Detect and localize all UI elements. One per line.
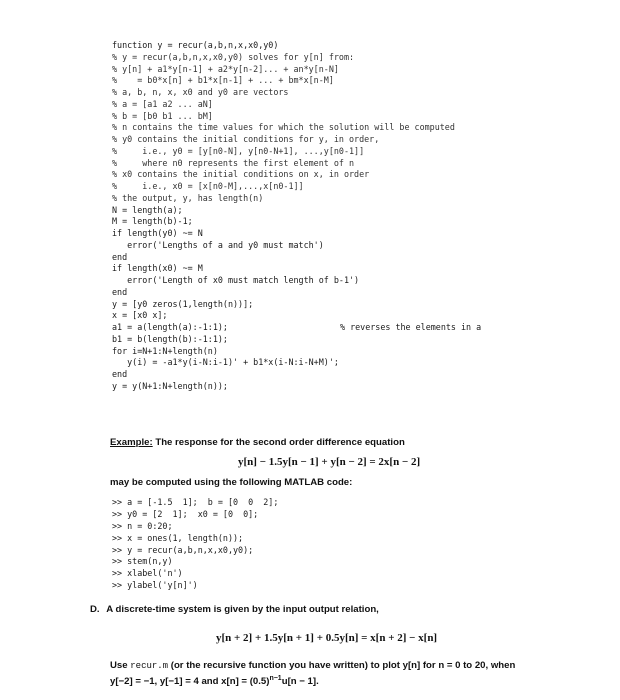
- code-line: for i=N+1:N+length(n): [112, 345, 218, 356]
- conditions-exponent: n−1: [269, 675, 282, 682]
- section-d-instructions: [110, 660, 590, 671]
- example-code-line: >> n = 0:20;: [112, 520, 173, 531]
- code-line: N = length(a);: [112, 204, 183, 215]
- use-suffix: (or the recursive function you have written) to plot y[n] for n = 0 to 20, when: [168, 660, 516, 671]
- section-d-label: D.: [90, 604, 100, 615]
- code-line: % n contains the time values for which the solution will be computed: [112, 122, 455, 133]
- code-line: % i.e., y0 = [y[n0-N], y[n0-N+1], ...,y[n0-1]]: [112, 145, 365, 156]
- code-line: % a, b, n, x, x0 and y0 are vectors: [112, 87, 289, 97]
- code-line: error('Length of x0 must match length of b-1'): [112, 275, 360, 285]
- code-line: % b = [b0 b1 ... bM]: [112, 110, 213, 121]
- code-line: [112, 322, 612, 334]
- code-line: end: [112, 369, 128, 379]
- code-line: % = b0*x[n] + b1*x[n-1] + ... + bm*x[n-M]: [112, 75, 334, 86]
- code-line: end: [112, 286, 128, 297]
- example-code-line: >> ylabel('y[n]'): [112, 580, 198, 591]
- section-d-equation: y[n + 2] + 1.5y[n + 1] + 0.5y[n] = x[n + 2] − x[n]: [216, 632, 438, 644]
- code-line: % the output, y, has length(n): [112, 192, 264, 203]
- recur-filename: recur.m: [130, 661, 169, 671]
- example-text: The response for the second order difference equation: [152, 437, 405, 448]
- code-line: % a = [a1 a2 ... aN]: [112, 98, 213, 109]
- section-d-heading-row: [90, 604, 590, 615]
- code-line: % i.e., x0 = [x[n0-M],...,x[n0-1]]: [112, 181, 304, 191]
- conditions-tail: u[n − 1].: [281, 676, 319, 688]
- code-line: % x0 contains the initial conditions on x, in order: [112, 169, 370, 180]
- initial-conditions: [110, 675, 590, 687]
- matlab-function-listing: [112, 40, 612, 393]
- code-line: function y = recur(a,b,n,x,x0,y0): [112, 40, 279, 50]
- code-line: b1 = b(length(b):-1:1);: [112, 333, 228, 344]
- example-code-line: >> y = recur(a,b,n,x,x0,y0);: [112, 544, 254, 555]
- section-d-heading: A discrete-time system is given by the input output relation,: [106, 604, 379, 615]
- example-lead: may be computed using the following MATLAB code:: [110, 477, 353, 488]
- code-line: % where n0 represents the first element of n: [112, 157, 355, 168]
- section-d: [90, 604, 590, 615]
- example-intro: [110, 437, 590, 448]
- code-line: M = length(b)-1;: [112, 216, 193, 227]
- code-line: end: [112, 251, 128, 262]
- reverse-comment: % reverses the elements in a: [340, 322, 482, 332]
- code-text: a1 = a(length(a):-1:1);: [112, 322, 228, 332]
- use-prefix: Use: [110, 660, 131, 671]
- example-matlab-code: [112, 497, 512, 592]
- code-line: % y = recur(a,b,n,x,x0,y0) solves for y[n] from:: [112, 51, 355, 62]
- example-equation: y[n] − 1.5y[n − 1] + y[n − 2] = 2x[n − 2]: [238, 456, 421, 468]
- code-line: y(i) = -a1*y(i-N:i-1)' + b1*x(i-N:i-N+M)';: [112, 357, 339, 368]
- example-code-line: >> stem(n,y): [112, 556, 173, 567]
- code-line: % y0 contains the initial conditions for y, in order,: [112, 134, 380, 144]
- code-line: y = [y0 zeros(1,length(n))];: [112, 298, 254, 309]
- conditions-text: y[−2] = −1, y[−1] = 4 and x[n] = (0.5): [110, 676, 270, 688]
- code-line: % y[n] + a1*y[n-1] + a2*y[n-2]... + an*y[n-N]: [112, 63, 339, 74]
- example-code-line: >> a = [-1.5 1]; b = [0 0 2];: [112, 497, 279, 507]
- example-label: Example:: [110, 437, 153, 448]
- example-code-line: >> x = ones(1, length(n));: [112, 532, 244, 543]
- code-line: error('Lengths of a and y0 must match'): [112, 239, 324, 250]
- example-code-line: >> y0 = [2 1]; x0 = [0 0];: [112, 508, 259, 519]
- code-line: x = [x0 x];: [112, 310, 168, 321]
- code-line: if length(y0) ~= N: [112, 228, 203, 238]
- code-line: y = y(N+1:N+length(n));: [112, 380, 228, 391]
- code-line: if length(x0) ~= M: [112, 263, 203, 274]
- example-code-line: >> xlabel('n'): [112, 568, 183, 579]
